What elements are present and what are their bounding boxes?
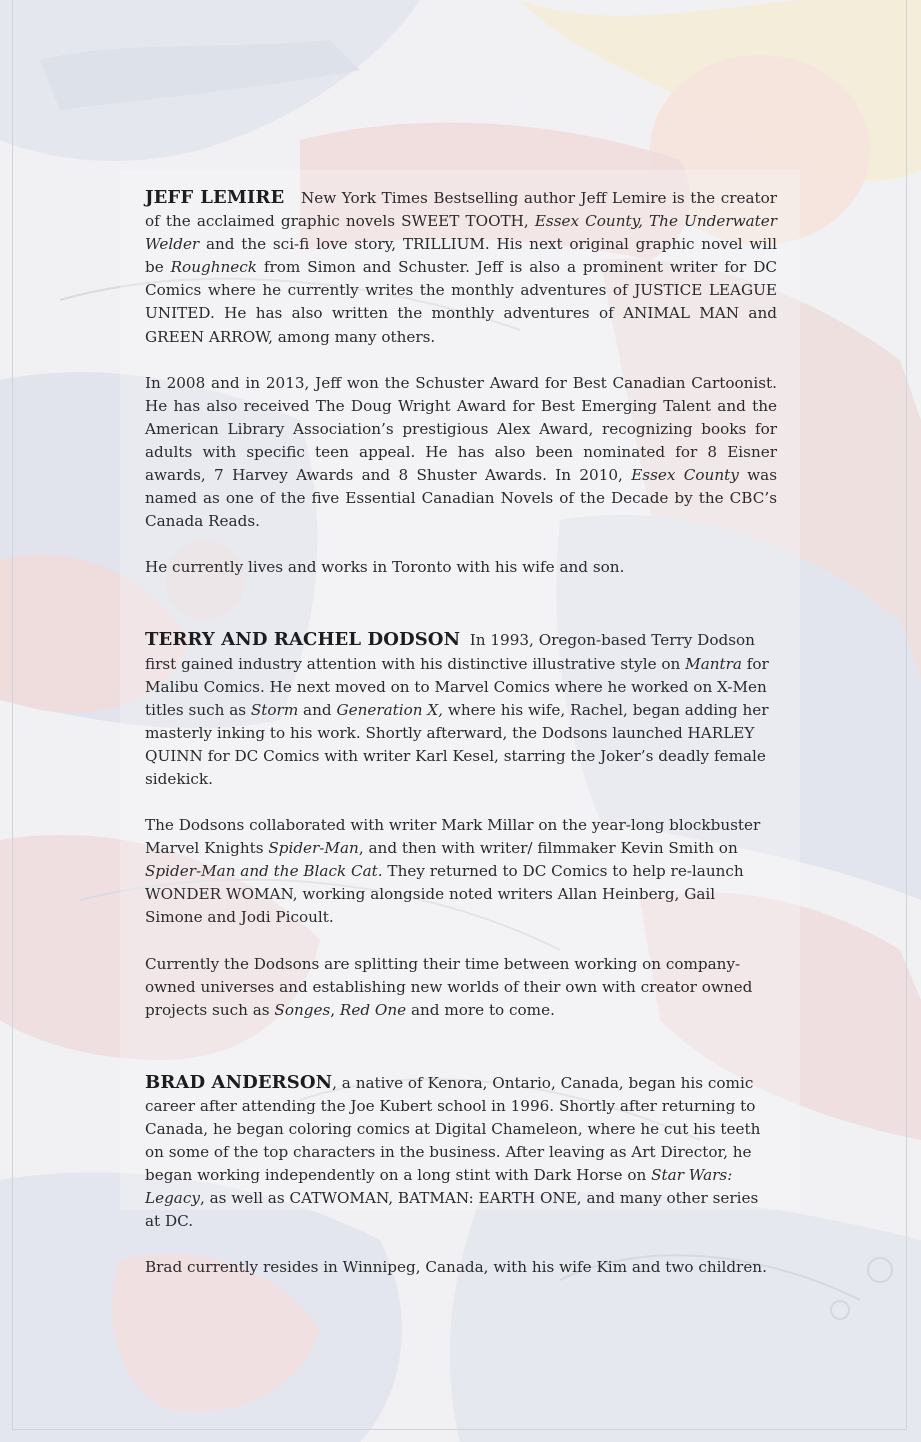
- book-title: Essex County: [631, 466, 739, 485]
- text-run: and the sci-fi love story, TRILLIUM. His next original graphic novel will be: [145, 235, 777, 277]
- bio-paragraph: [145, 556, 777, 579]
- book-title: Red One: [339, 1000, 407, 1019]
- book-title: Generation X,: [336, 700, 444, 719]
- book-title: Roughneck: [170, 258, 257, 277]
- bio-jeff-lemire: [145, 186, 777, 579]
- biographies: [145, 186, 777, 1329]
- text-run: He currently lives and works in Toronto with his wife and son.: [145, 558, 625, 577]
- text-run: from Simon and Schuster. Jeff is also a prominent writer for DC Comics where he currently writes the monthly adventures of JUSTICE LEAGUE UNITED. He has also written the monthly adventures of ANIMAL MAN and GREEN ARROW, among many others.: [145, 258, 777, 346]
- bio-brad-anderson: [145, 1071, 777, 1280]
- book-title: Spider-Man: [268, 839, 359, 858]
- bio-name: JEFF LEMIRE: [145, 187, 285, 208]
- text-run: New York Times Bestselling author Jeff Lemire is the creator of the acclaimed graphic novels SWEET TOOTH,: [145, 189, 778, 231]
- text-run: and more to come.: [406, 1000, 555, 1019]
- text-run: and: [298, 700, 337, 719]
- text-run: In 1993, Oregon-based Terry Dodson first gained industry attention with his distinctive illustrative style on: [145, 631, 755, 673]
- text-run: , as well as CATWOMAN, BATMAN: EARTH ONE, and many other series at DC.: [145, 1189, 759, 1231]
- text-run: Currently the Dodsons are splitting their time between working on company-owned universes and establishing new worlds of their own with creator owned projects such as: [145, 954, 753, 1019]
- text-run: , and then with writer/ filmmaker Kevin Smith on: [358, 839, 738, 858]
- bio-paragraph: [145, 628, 777, 791]
- bio-paragraph: [145, 814, 777, 929]
- text-run: was named as one of the five Essential Canadian Novels of the Decade by the CBC’s Canada Reads.: [145, 466, 777, 531]
- book-title: Star Wars: Legacy: [145, 1166, 733, 1208]
- book-title: Essex County, The Underwater Welder: [145, 212, 778, 254]
- bio-paragraph: [145, 186, 777, 349]
- book-title: Mantra: [685, 654, 742, 673]
- text-run: The Dodsons collaborated with writer Mark Millar on the year-long blockbuster Marvel Knights: [145, 816, 761, 858]
- book-title: Storm: [250, 700, 299, 719]
- text-run: where his wife, Rachel, began adding her masterly inking to his work. Shortly afterward, the Dodsons launched HARLEY QUINN for DC Comics with writer Karl Kesel, starring the Joker’s deadly female sidekick.: [145, 700, 769, 788]
- bio-paragraph: [145, 953, 777, 1022]
- text-run: In 2008 and in 2013, Jeff won the Schuster Award for Best Canadian Cartoonist. He has also received The Doug Wright Award for Best Emerging Talent and the American Library Association’s prestigious Alex Award, recognizing books for adults with specific teen appeal. He has also been nominated for 8 Eisner awards, 7 Harvey Awards and 8 Shuster Awards. In 2010,: [145, 373, 777, 485]
- book-title: Songes: [274, 1000, 331, 1019]
- text-run: , a native of Kenora, Ontario, Canada, began his comic career after attending the Joe Kubert school in 1996. Shortly after returning to Canada, he began coloring comics at Digital Chameleon, where he cut his teeth on some of the top characters in the business. After leaving as Art Director, he began working independently on a long stint with Dark Horse on: [145, 1073, 761, 1185]
- bio-name: BRAD ANDERSON: [145, 1071, 333, 1093]
- text-run: ,: [330, 1000, 340, 1019]
- text-run: Brad currently resides in Winnipeg, Canada, with his wife Kim and two children.: [145, 1258, 767, 1277]
- book-title: Spider-Man and the Black Cat.: [145, 862, 383, 881]
- bio-paragraph: [145, 372, 777, 534]
- bio-paragraph: [145, 1071, 777, 1234]
- bio-paragraph: [145, 1256, 777, 1279]
- text-run: They returned to DC Comics to help re-launch WONDER WOMAN, working alongside noted writers Allan Heinberg, Gail Simone and Jodi Picoult.: [145, 862, 744, 927]
- text-run: for Malibu Comics. He next moved on to Marvel Comics where he worked on X-Men titles such as: [145, 654, 769, 719]
- bio-terry-rachel-dodson: [145, 628, 777, 1021]
- bio-name: TERRY AND RACHEL DODSON: [145, 629, 461, 651]
